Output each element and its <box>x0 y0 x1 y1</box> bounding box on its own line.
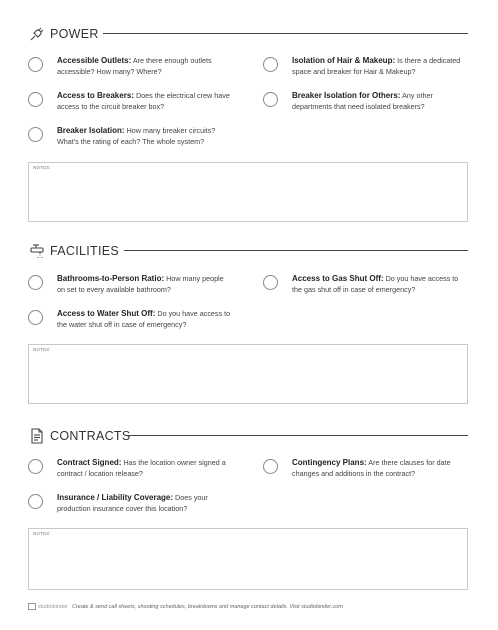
section-title: CONTRACTS <box>50 429 131 443</box>
item-description: Does the electrical crew have access to the circuit breaker box? <box>57 91 230 111</box>
document-icon <box>28 427 46 445</box>
checkbox-circle[interactable] <box>263 275 278 290</box>
notes-box[interactable] <box>28 344 468 404</box>
checklist-item-accessible-outlets[interactable] <box>28 56 232 77</box>
item-label: Accessible Outlets: <box>57 56 132 65</box>
checklist-item-insurance-liability[interactable] <box>28 493 232 514</box>
item-label: Insurance / Liability Coverage: <box>57 493 174 502</box>
item-label: Access to Breakers: <box>57 91 134 100</box>
checklist-item-access-breakers[interactable] <box>28 91 232 112</box>
checklist-item-water-shut-off[interactable] <box>28 309 232 330</box>
checkbox-circle[interactable] <box>28 459 43 474</box>
item-label: Breaker Isolation for Others: <box>292 91 401 100</box>
checkbox-circle[interactable] <box>28 494 43 509</box>
power-plug-icon <box>28 25 46 43</box>
checkbox-circle[interactable] <box>28 92 43 107</box>
section-divider <box>126 435 468 436</box>
studiobinder-logo-icon <box>28 603 36 610</box>
footer <box>28 603 343 610</box>
contracts-section-header <box>28 426 130 446</box>
notes-label: NOTES: <box>33 347 51 352</box>
notes-box[interactable] <box>28 528 468 590</box>
checklist-item-breaker-isolation[interactable] <box>28 126 232 147</box>
checklist-item-breaker-isolation-others[interactable] <box>263 91 467 112</box>
section-title: FACILITIES <box>50 244 119 258</box>
item-label: Access to Gas Shut Off: <box>292 274 384 283</box>
item-label: Isolation of Hair & Makeup: <box>292 56 396 65</box>
item-description: Do you have access to the gas shut off in case of emergency? <box>292 274 459 294</box>
item-description: Do you have access to the water shut off in case of emergency? <box>57 309 231 329</box>
checklist-item-contingency-plans[interactable] <box>263 458 467 479</box>
section-title: POWER <box>50 27 99 41</box>
checkbox-circle[interactable] <box>28 57 43 72</box>
item-label: Access to Water Shut Off: <box>57 309 156 318</box>
notes-label: NOTES: <box>33 165 51 170</box>
item-description: Are there enough outlets accessible? How many? Where? <box>57 56 212 76</box>
checklist-item-gas-shut-off[interactable] <box>263 274 467 295</box>
checklist-item-isolation-hair-makeup[interactable] <box>263 56 467 77</box>
checkbox-circle[interactable] <box>28 310 43 325</box>
notes-box[interactable] <box>28 162 468 222</box>
studiobinder-logo[interactable] <box>28 603 68 610</box>
checklist-item-bathrooms-ratio[interactable] <box>28 274 232 295</box>
item-description: How many people on set to every available bathroom? <box>57 274 224 294</box>
checklist-item-contract-signed[interactable] <box>28 458 232 479</box>
faucet-icon <box>28 242 46 260</box>
checkbox-circle[interactable] <box>263 57 278 72</box>
footer-tagline: Create & send call sheets, shooting schedules, breakdowns and manage contact details. Visit studiobinder.com <box>71 603 343 610</box>
section-divider <box>124 250 468 251</box>
checkbox-circle[interactable] <box>28 127 43 142</box>
item-description: Does your production insurance cover this location? <box>57 493 208 513</box>
checkbox-circle[interactable] <box>263 92 278 107</box>
item-description: How many breaker circuits? What's the rating of each? The whole system? <box>57 126 216 146</box>
item-description: Is there a dedicated space and breaker for Hair & Makeup? <box>292 56 461 76</box>
item-label: Bathrooms-to-Person Ratio: <box>57 274 165 283</box>
footer-logo-text: studiobinder <box>38 603 68 610</box>
checkbox-circle[interactable] <box>263 459 278 474</box>
item-description: Any other departments that need isolated breakers? <box>292 91 433 111</box>
section-divider <box>103 33 468 34</box>
item-label: Contract Signed: <box>57 458 122 467</box>
facilities-section-header <box>28 241 119 261</box>
item-description: Are there clauses for date changes and additions in the contract? <box>292 458 451 478</box>
power-section-header <box>28 24 99 44</box>
notes-label: NOTES: <box>33 531 51 536</box>
item-description: Has the location owner signed a contract / location release? <box>57 458 226 478</box>
item-label: Breaker Isolation: <box>57 126 125 135</box>
item-label: Contingency Plans: <box>292 458 367 467</box>
checkbox-circle[interactable] <box>28 275 43 290</box>
